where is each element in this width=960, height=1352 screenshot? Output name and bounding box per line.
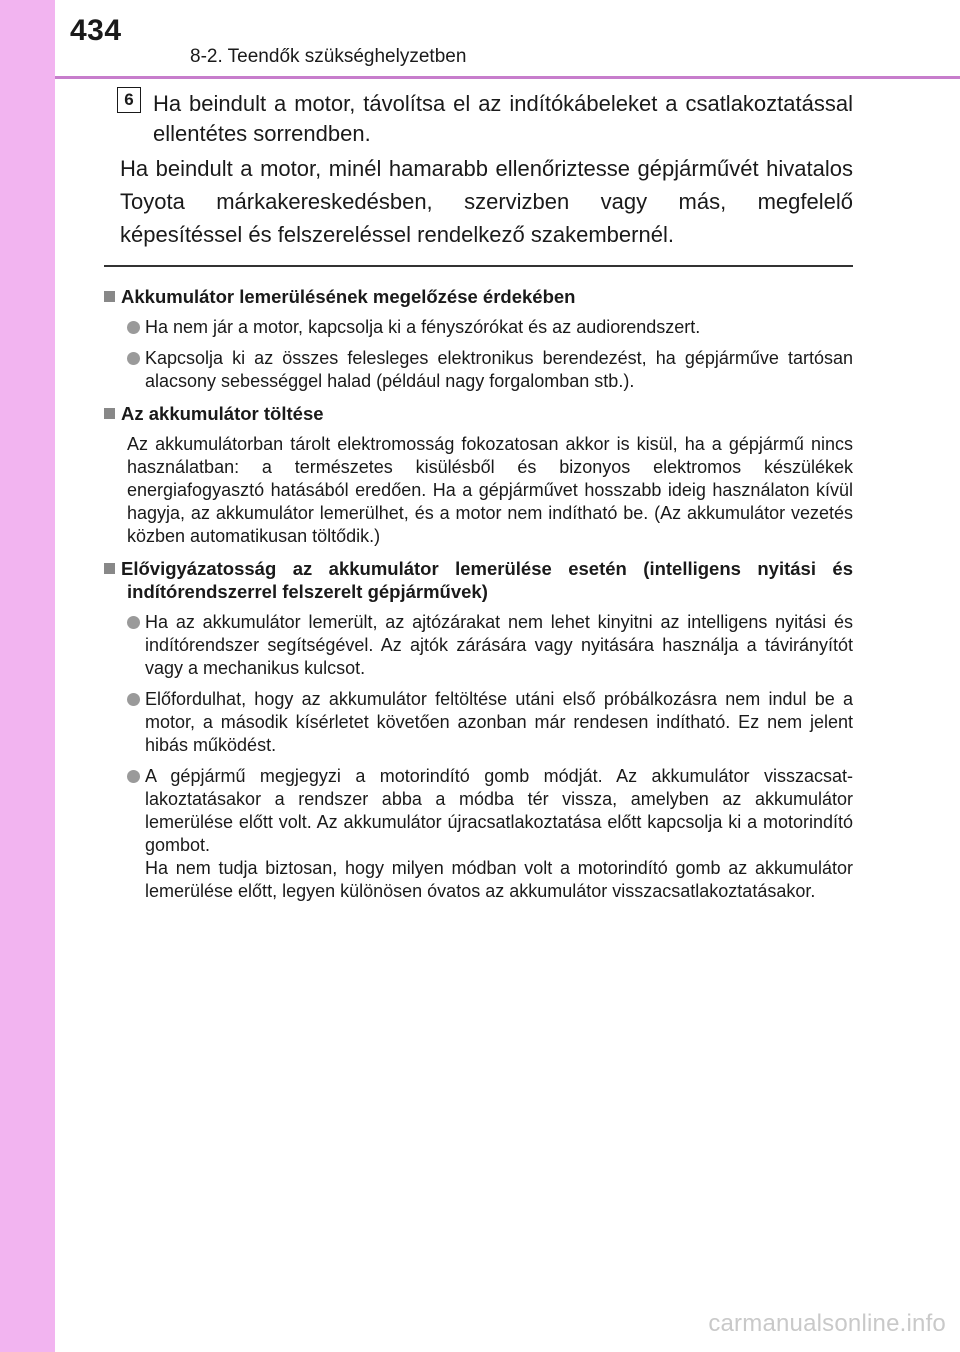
body-paragraph: Ha beindult a motor, minél hamarabb ellenőriztesse gépjárművét hivatalos Toyota márkakereskedésben, szervizben vagy más, megfelelő képesítéssel és felszereléssel rendelkező szakembernél. <box>120 156 853 247</box>
bullet-text: Kapcsolja ki az összes felesleges elektronikus berendezést, ha gépjárműve tartósan alacsony sebességgel halad (például nagy forgalomban stb.). <box>145 348 853 391</box>
round-bullet-icon <box>127 616 140 629</box>
note-heading-text: Akkumulátor lemerülésének megelőzése érdekében <box>121 286 576 307</box>
bullet-item <box>104 611 853 680</box>
note-heading <box>104 285 853 308</box>
side-color-band <box>0 0 55 1352</box>
section-title: 8-2. Teendők szükséghelyzetben <box>190 46 467 67</box>
round-bullet-icon <box>127 352 140 365</box>
round-bullet-icon <box>127 770 140 783</box>
bullet-item <box>104 316 853 339</box>
note-heading-text: Elővigyázatosság az akkumulátor lemerülése esetén (intelligens nyitási és indítórendszerrel felszerelt gépjárművek) <box>121 558 853 602</box>
square-bullet-icon <box>104 408 115 419</box>
notes-area <box>104 276 853 903</box>
square-bullet-icon <box>104 291 115 302</box>
bullet-text: A gépjármű megjegyzi a motorindító gomb módját. Az akkumulátor visszacsatlakoztatásakor a rendszer abba a módba tér vissza, amelyben az akkumulátor lemerülése előtt volt. Az akkumulátor újracsatlakoztatása előtt kapcsolja ki a motorindító gombot. Ha nem tudja biztosan, hogy milyen módban volt a motorindító gomb az akkumulátor lemerülése előtt, legyen különösen óvatos az akkumulátor visszacsatlakoztatásakor. <box>145 766 853 901</box>
note-text: Az akkumulátorban tárolt elektromosság fokozatosan akkor is kisül, ha a gépjármű nincs használatban: a természetes kisülésből és bizonyos elektromos készülékek energiafogyasztó hatásából eredően. Ha a gépjárművet hosszabb ideig használaton kívül hagyja, az akkumulátor lemerülhet, és a motor nem indítható be. (Az akkumulátor vezetés közben automatikusan töltődik.) <box>127 434 853 546</box>
watermark-logo: carmanualsonline.info <box>708 1310 946 1337</box>
square-bullet-icon <box>104 563 115 574</box>
bullet-item <box>104 347 853 393</box>
bullet-text: Előfordulhat, hogy az akkumulátor feltöltése utáni első próbálkozásra nem indul be a motor, a második kísérletet követően azonban már rendesen indítható. Ez nem jelent hibás működést. <box>145 689 853 755</box>
note-heading-text: Az akkumulátor töltése <box>121 403 324 424</box>
header-divider <box>55 76 960 79</box>
bullet-text: Ha nem jár a motor, kapcsolja ki a fényszórókat és az audiorendszert. <box>145 317 701 337</box>
bullet-item <box>104 765 853 903</box>
section-divider <box>104 265 853 267</box>
note-heading <box>104 402 853 425</box>
note-heading <box>104 557 853 603</box>
step-text: Ha beindult a motor, távolítsa el az indítókábeleket a csatlakoztatással ellentétes sorrendben. <box>153 91 853 146</box>
page-number: 434 <box>70 14 122 47</box>
step-number-badge: 6 <box>117 87 141 113</box>
round-bullet-icon <box>127 693 140 706</box>
round-bullet-icon <box>127 321 140 334</box>
bullet-item <box>104 688 853 757</box>
bullet-text: Ha az akkumulátor lemerült, az ajtózárakat nem lehet kinyitni az intelligens nyitási és indítórendszer segítségével. Az ajtók zárására vagy nyitására használja a távirányítót vagy a mechanikus kulcsot. <box>145 612 853 678</box>
